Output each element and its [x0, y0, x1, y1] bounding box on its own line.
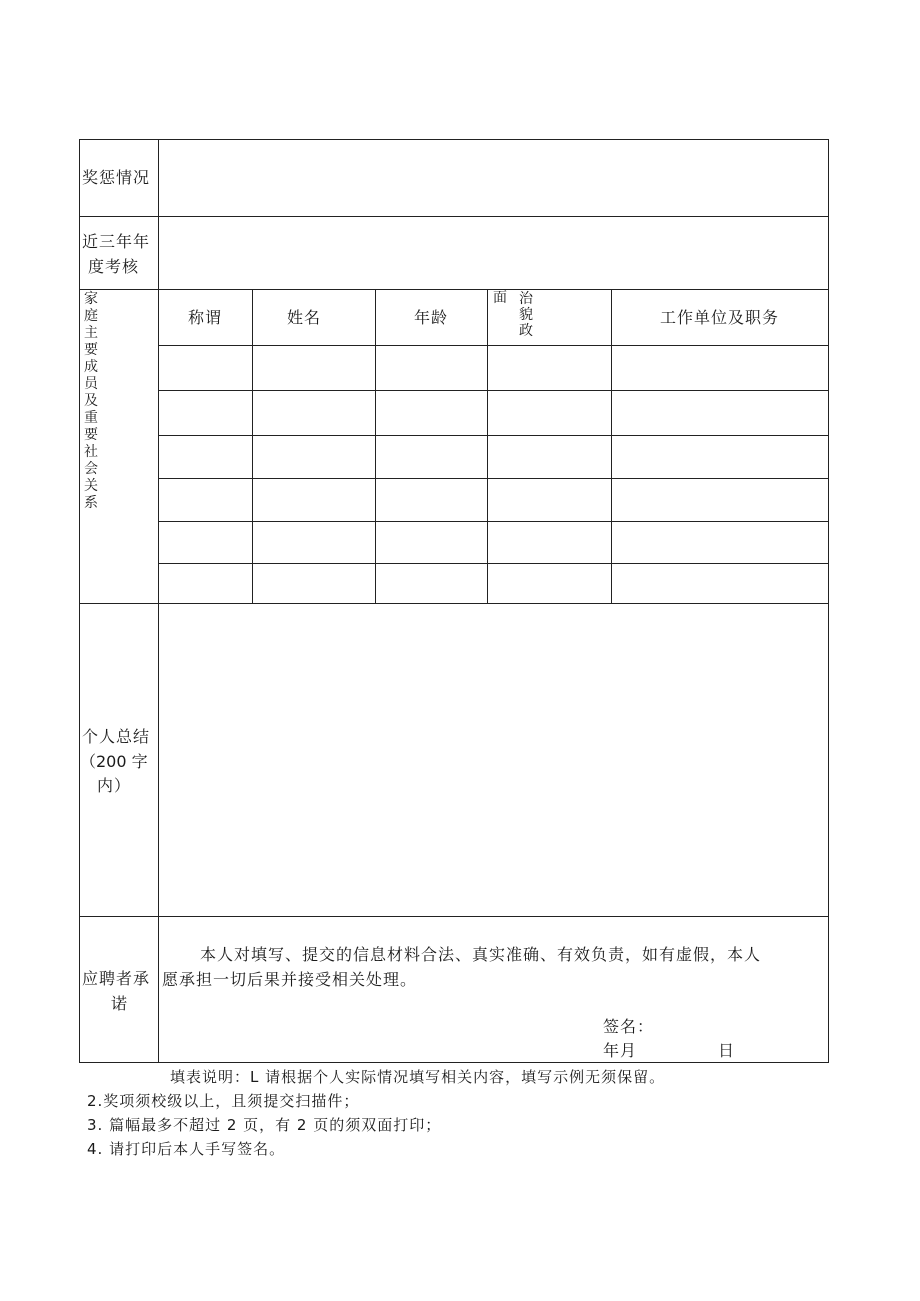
family-relations-label: 家 庭 主 要 成 员 及 重 要 社 会 关 系: [84, 291, 98, 511]
assessment-label-line1: 近三年年: [82, 232, 151, 251]
summary-label-line2: （200 字: [80, 752, 148, 771]
header-age: 年龄: [413, 308, 448, 327]
header-name: 姓名: [286, 308, 321, 327]
header-work-unit: 工作单位及职务: [659, 308, 779, 327]
pledge-text-line1: 本人对填写、提交的信息材料合法、真实准确、有效负责，如有虚假，本人: [200, 945, 762, 964]
pledge-text-line2: 愿承担一切后果并接受相关处理。: [162, 970, 418, 989]
date-day: 日: [718, 1041, 736, 1060]
assessment-label-line2: 度考核: [88, 257, 140, 276]
summary-label-line3: 内）: [97, 776, 132, 795]
note-line1: 填表说明：L 请根据个人实际情况填写相关内容，填写示例无须保留。: [170, 1068, 666, 1086]
note-line4: 4. 请打印后本人手写签名。: [87, 1140, 286, 1158]
summary-label-line1: 个人总结: [82, 727, 151, 746]
note-line3: 3. 篇幅最多不超过 2 页，有 2 页的须双面打印；: [87, 1116, 442, 1134]
signature-label: 签名：: [603, 1017, 655, 1036]
note-line2: 2.奖项须校级以上，且须提交扫描件；: [87, 1092, 360, 1110]
header-relation: 称谓: [187, 308, 222, 327]
awards-label: 奖惩情况: [82, 168, 151, 187]
header-political-status: 面 治 貌 政: [493, 290, 534, 339]
date-year-month: 年月: [603, 1041, 638, 1060]
pledge-label-line1: 应聘者承: [82, 969, 151, 988]
pledge-label-line2: 诺: [111, 994, 129, 1013]
